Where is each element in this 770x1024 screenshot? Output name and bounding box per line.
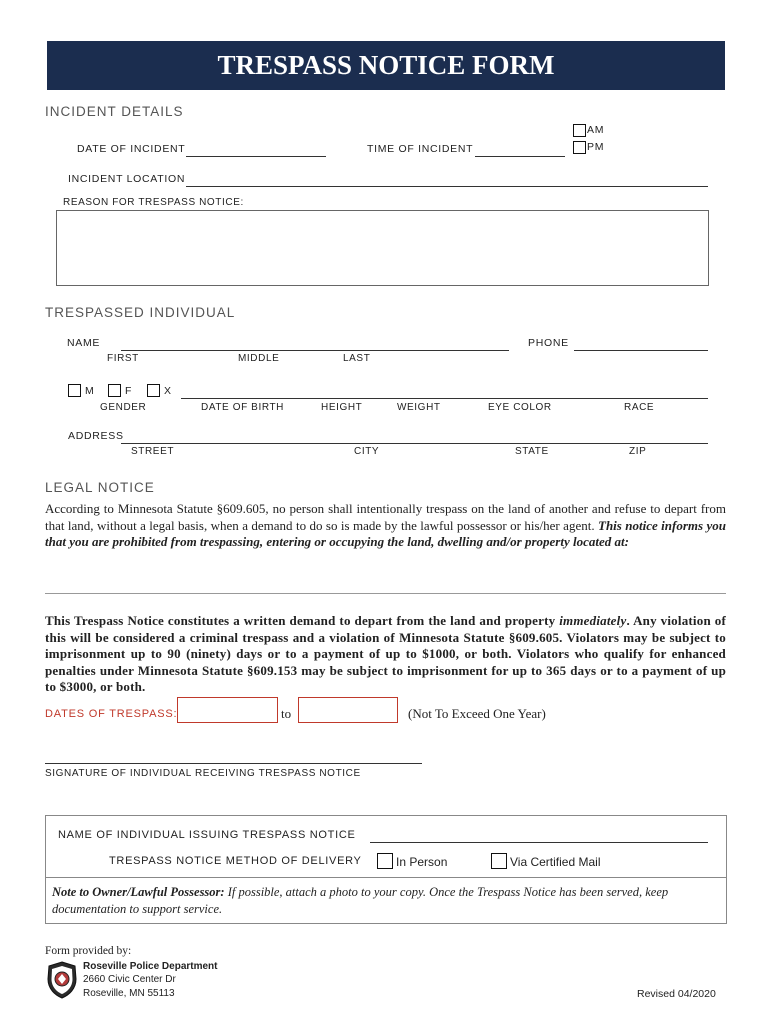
- date-of-incident-field[interactable]: [186, 156, 326, 157]
- dates-of-trespass-label: DATES OF TRESPASS:: [45, 708, 178, 720]
- gender-m-label: M: [85, 385, 95, 397]
- name-field[interactable]: [121, 350, 509, 351]
- signature-label: SIGNATURE OF INDIVIDUAL RECEIVING TRESPASS NOTICE: [45, 768, 361, 779]
- issuer-box-divider: [45, 877, 726, 878]
- legal-paragraph-1: [45, 501, 726, 551]
- gender-x-checkbox[interactable]: [147, 384, 160, 397]
- gender-x-label: X: [164, 385, 172, 397]
- weight-sublabel: WEIGHT: [397, 402, 441, 413]
- individual-heading: TRESPASSED INDIVIDUAL: [45, 305, 236, 320]
- pm-checkbox[interactable]: [573, 141, 586, 154]
- legal-paragraph-2-text-a: This Trespass Notice constitutes a written demand to depart from the land and property: [45, 613, 560, 628]
- am-checkbox[interactable]: [573, 124, 586, 137]
- delivery-method-label: TRESPASS NOTICE METHOD OF DELIVERY: [109, 855, 362, 867]
- in-person-label: In Person: [396, 855, 448, 869]
- form-provided-by: Form provided by:: [45, 945, 132, 957]
- dept-name: Roseville Police Department: [83, 961, 218, 972]
- last-sublabel: LAST: [343, 353, 371, 364]
- revised-date: Revised 04/2020: [637, 988, 716, 1000]
- am-label: AM: [587, 124, 605, 136]
- eye-color-sublabel: EYE COLOR: [488, 402, 552, 413]
- reason-textarea[interactable]: [56, 210, 709, 286]
- in-person-checkbox[interactable]: [377, 853, 393, 869]
- address-field[interactable]: [121, 443, 708, 444]
- incident-location-label: INCIDENT LOCATION: [68, 173, 186, 185]
- form-title: TRESPASS NOTICE FORM: [47, 41, 725, 90]
- phone-label: PHONE: [528, 337, 569, 349]
- legal-paragraph-2-text-b: . Any violation of this will be considered a criminal trespass and a violation of Minnesota Statute §609.605. Violators may be subject to imprisonment up to 90 (ninety) days or to a payment of up to $1000, or both. Violators who qualify for enhanced penalties under Minnesota Statute §609.153 may be subject to imprisonment for up to 365 days or to a payment of up to $3000, or both.: [45, 613, 726, 694]
- legal-paragraph-2-emphasis: immediately: [559, 613, 627, 628]
- first-sublabel: FIRST: [107, 353, 139, 364]
- owner-note-heading: Note to Owner/Lawful Possessor:: [52, 885, 225, 899]
- issuer-name-label: NAME OF INDIVIDUAL ISSUING TRESPASS NOTICE: [58, 829, 356, 841]
- gender-f-label: F: [125, 385, 133, 397]
- legal-heading: LEGAL NOTICE: [45, 480, 155, 495]
- certified-mail-label: Via Certified Mail: [510, 855, 601, 869]
- time-of-incident-field[interactable]: [475, 156, 565, 157]
- issuer-name-field[interactable]: [370, 842, 708, 843]
- street-sublabel: STREET: [131, 446, 175, 457]
- dept-address-line-2: Roseville, MN 55113: [83, 988, 175, 999]
- owner-note: [52, 884, 712, 918]
- height-sublabel: HEIGHT: [321, 402, 363, 413]
- city-sublabel: CITY: [354, 446, 380, 457]
- name-label: NAME: [67, 337, 101, 349]
- phone-field[interactable]: [574, 350, 708, 351]
- reason-label: REASON FOR TRESPASS NOTICE:: [63, 197, 244, 208]
- legal-paragraph-2: [45, 613, 726, 696]
- legal-paragraph-1-text: According to Minnesota Statute §609.605, no person shall intentionally trespass on the land of another and refuse to depart from that land, without a legal basis, when a demand to do so is made by the lawful possessor or his/her agent.: [45, 501, 726, 533]
- incident-location-field[interactable]: [186, 186, 708, 187]
- owner-note-text: If possible, attach a photo to your copy. Once the Trespass Notice has been served, keep documentation to support service.: [52, 885, 669, 916]
- police-badge-icon: [46, 961, 78, 999]
- not-exceed-note: (Not To Exceed One Year): [408, 706, 546, 721]
- time-of-incident-label: TIME OF INCIDENT: [367, 143, 474, 155]
- date-of-incident-label: DATE OF INCIDENT: [77, 143, 186, 155]
- certified-mail-checkbox[interactable]: [491, 853, 507, 869]
- physical-details-field[interactable]: [181, 398, 708, 399]
- legal-paragraph-1-emphasis: This notice informs you that you are prohibited from trespassing, entering or occupying the land, dwelling and/or property located at:: [45, 517, 726, 549]
- gender-sublabel: GENDER: [100, 402, 147, 413]
- dob-sublabel: DATE OF BIRTH: [201, 402, 284, 413]
- to-label: to: [281, 706, 292, 721]
- pm-label: PM: [587, 141, 605, 153]
- gender-f-checkbox[interactable]: [108, 384, 121, 397]
- signature-field[interactable]: [45, 763, 422, 764]
- gender-m-checkbox[interactable]: [68, 384, 81, 397]
- address-label: ADDRESS: [68, 430, 124, 442]
- middle-sublabel: MIDDLE: [238, 353, 280, 364]
- dept-address-line-1: 2660 Civic Center Dr: [83, 974, 176, 985]
- state-sublabel: STATE: [515, 446, 549, 457]
- race-sublabel: RACE: [624, 402, 655, 413]
- property-address-field[interactable]: [45, 593, 726, 594]
- incident-heading: INCIDENT DETAILS: [45, 104, 184, 119]
- trespass-start-date-field[interactable]: [177, 697, 278, 723]
- zip-sublabel: ZIP: [629, 446, 647, 457]
- trespass-end-date-field[interactable]: [298, 697, 398, 723]
